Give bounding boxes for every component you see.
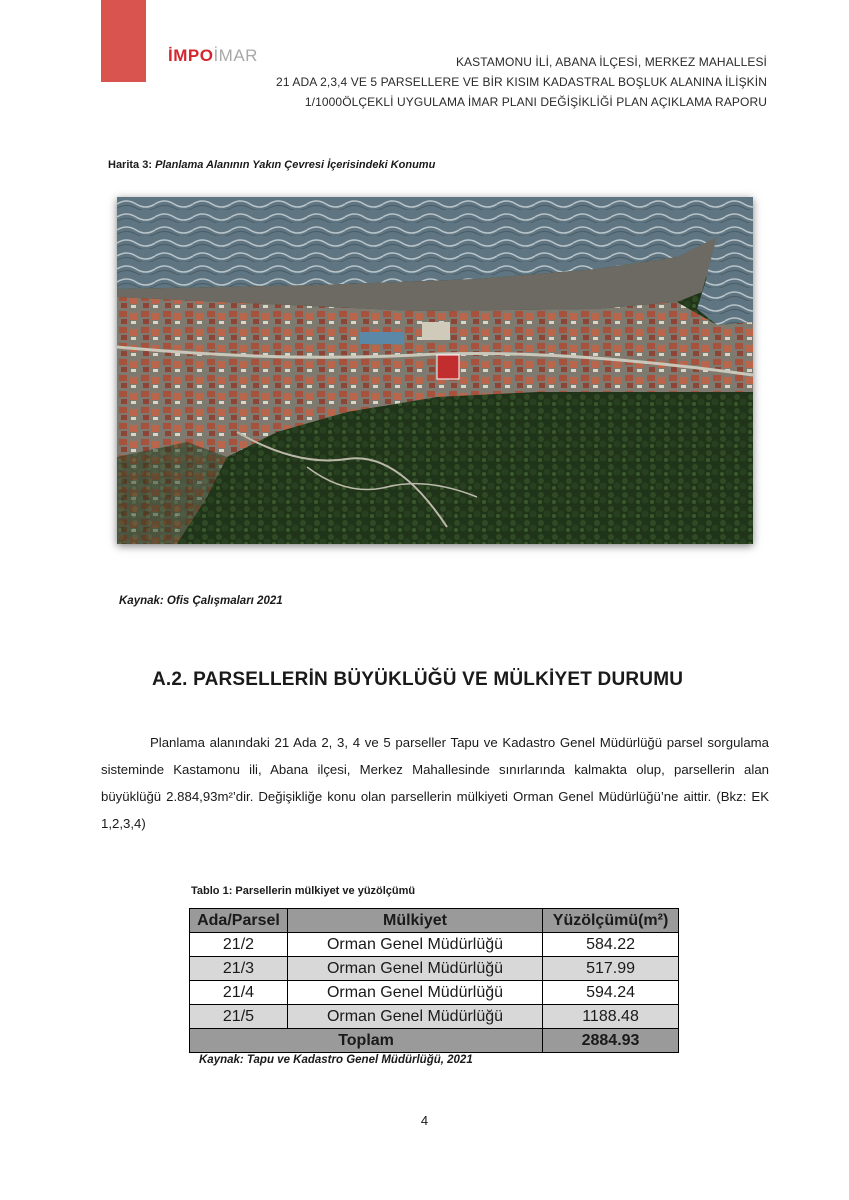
- logo-light-text: İMAR: [213, 46, 258, 65]
- table-header-row: [190, 909, 679, 933]
- satellite-map-image: [117, 197, 753, 544]
- cell-parcel: 21/5: [190, 1005, 288, 1029]
- table-row: [190, 981, 679, 1005]
- header-mulkiyet: Mülkiyet: [287, 909, 542, 933]
- header-line-2: 21 ADA 2,3,4 VE 5 PARSELLERE VE BİR KISIM KADASTRAL BOŞLUK ALANINA İLİŞKİN: [276, 75, 767, 89]
- report-header: [276, 52, 767, 112]
- cell-parcel: 21/4: [190, 981, 288, 1005]
- cell-owner: Orman Genel Müdürlüğü: [287, 1005, 542, 1029]
- header-line-1: KASTAMONU İLİ, ABANA İLÇESİ, MERKEZ MAHALLESİ: [455, 55, 767, 69]
- table-source: Kaynak: Tapu ve Kadastro Genel Müdürlüğü, 2021: [199, 1054, 473, 1066]
- cell-area: 517.99: [543, 957, 679, 981]
- map-caption-label: Harita 3:: [108, 159, 153, 171]
- header-ada-parsel: Ada/Parsel: [190, 909, 288, 933]
- header-accent-bar: [101, 0, 146, 82]
- cell-owner: Orman Genel Müdürlüğü: [287, 957, 542, 981]
- map-source: Kaynak: Ofis Çalışmaları 2021: [119, 595, 283, 607]
- cell-owner: Orman Genel Müdürlüğü: [287, 933, 542, 957]
- body-paragraph: Planlama alanındaki 21 Ada 2, 3, 4 ve 5 parseller Tapu ve Kadastro Genel Müdürlüğü parsel sorgulama sisteminde Kastamonu ili, Abana ilçesi, Merkez Mahallesinde sınırlarında kalmakta olup, parsellerin alan büyüklüğü 2.884,93m²’dir. Değişikliğe konu olan parsellerin mülkiyeti Orman Genel Müdürlüğü’ne aittir. (Bkz: EK 1,2,3,4): [101, 735, 769, 831]
- logo-bold-text: İMPO: [168, 46, 214, 65]
- cell-area: 584.22: [543, 933, 679, 957]
- table-caption: Tablo 1: Parsellerin mülkiyet ve yüzölçümü: [191, 885, 416, 897]
- parcel-table: [189, 908, 679, 1053]
- cell-area: 594.24: [543, 981, 679, 1005]
- map-caption-text: Planlama Alanının Yakın Çevresi İçerisindeki Konumu: [155, 159, 436, 171]
- total-value: 2884.93: [543, 1029, 679, 1053]
- page-number: 4: [420, 1113, 429, 1128]
- table-row: [190, 1005, 679, 1029]
- cell-parcel: 21/3: [190, 957, 288, 981]
- cell-parcel: 21/2: [190, 933, 288, 957]
- table-total-row: [190, 1029, 679, 1053]
- map-caption: [108, 159, 435, 171]
- header-line-3: 1/1000ÖLÇEKLİ UYGULAMA İMAR PLANI DEĞİŞİKLİĞİ PLAN AÇIKLAMA RAPORU: [304, 95, 767, 109]
- cell-area: 1188.48: [543, 1005, 679, 1029]
- cell-owner: Orman Genel Müdürlüğü: [287, 981, 542, 1005]
- table-row: [190, 957, 679, 981]
- header-yuzolcumu: Yüzölçümü(m²): [543, 909, 679, 933]
- total-label: Toplam: [190, 1029, 543, 1053]
- company-logo: [168, 46, 258, 66]
- map-drawing: [117, 197, 753, 544]
- section-title: A.2. PARSELLERİN BÜYÜKLÜĞÜ VE MÜLKİYET DURUMU: [152, 669, 684, 690]
- table-row: [190, 933, 679, 957]
